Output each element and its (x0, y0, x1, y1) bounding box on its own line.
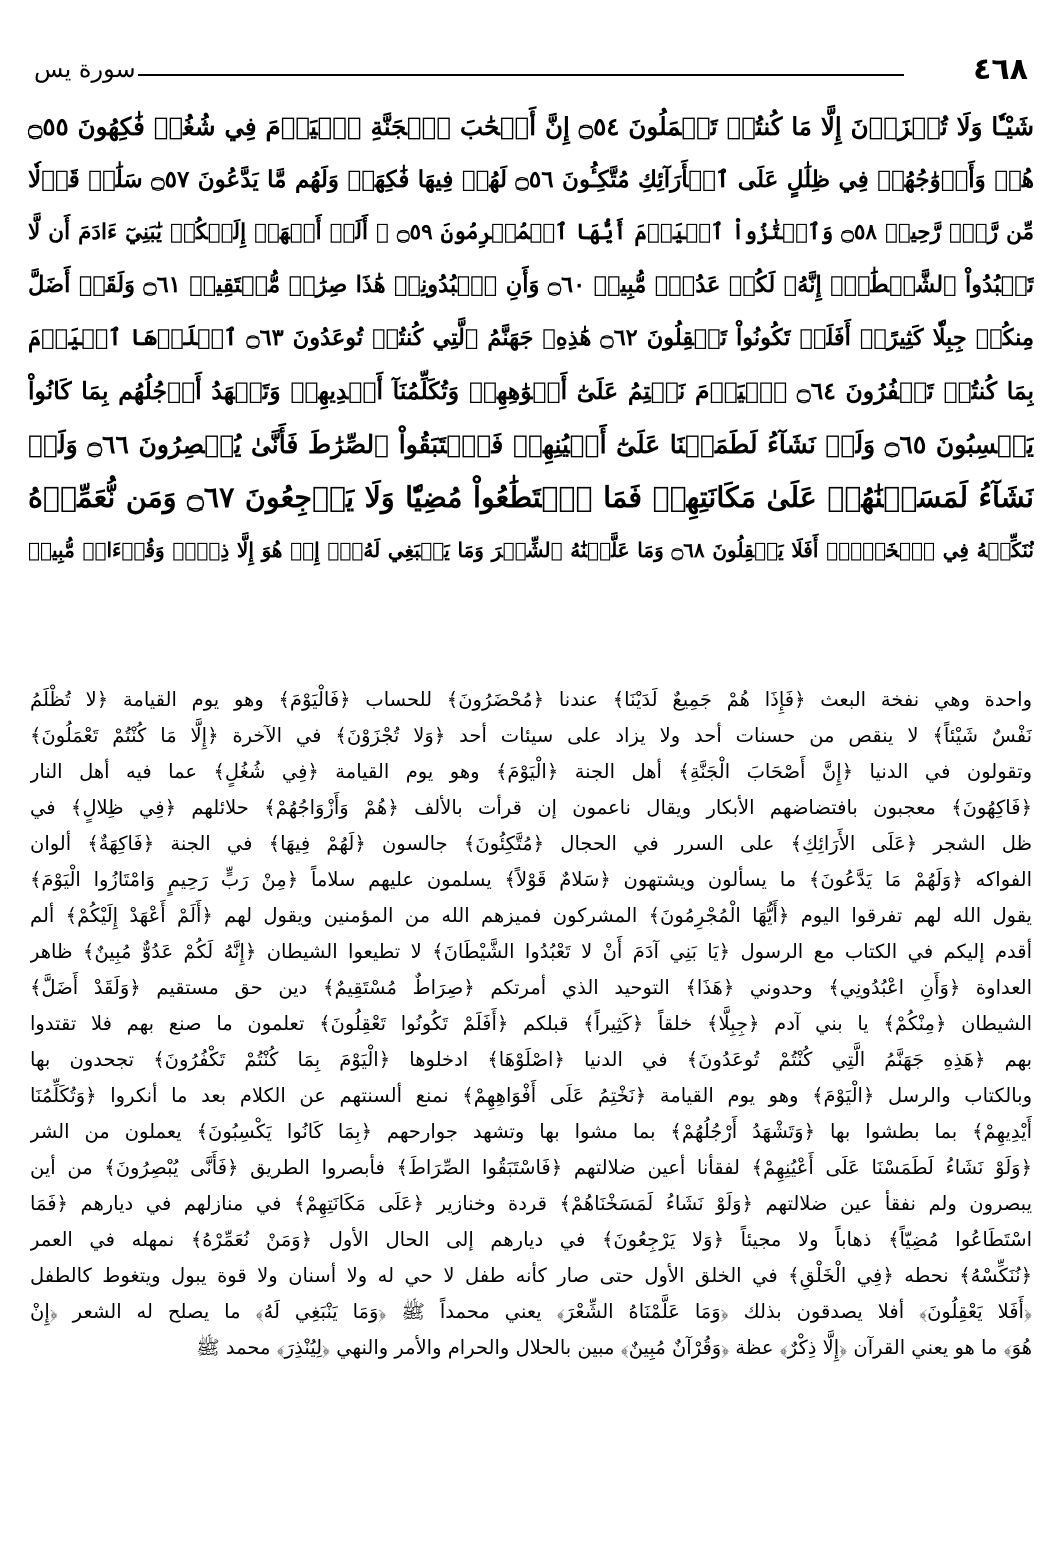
quran-line: نَشَآءُ لَمَسَخۡنَٰهُمۡ عَلَىٰ مَكَانَتِهِمۡ فَمَا ٱسۡتَطَٰعُواْ مُضِيّٗا وَلَا يَرۡجِعُونَ ۝٦٧ وَمَن نُّعَمِّرۡهُ (28, 480, 1034, 514)
tafsir-line: ﴿فَاكِهُونَ﴾ معجبون بافتضاضهم الأبكار ويقال ناعمون إن قرأت بالألف ﴿هُمْ وَأَزْوَاجُهُمْ﴾ حلائلهم ﴿فِي ظِلالٍ﴾ في (30, 796, 1032, 819)
tafsir-line: الفواكه ﴿وَلَهُمْ مَا يَدَّعُونَ﴾ ما يسألون ويشتهون ﴿سَلامٌ قَوْلاً﴾ يسلمون عليهم سلاماً ﴿مِنْ رَبٍّ رَحِيمٍ وَامْتَازُوا الْيَوْمَ﴾ (30, 868, 1032, 891)
quran-line: تَعۡبُدُواْ ٱلشَّيۡطَٰنَۖ إِنَّهُۥ لَكُمۡ عَدُوّٞ مُّبِينٞ ۝٦٠ وَأَنِ ٱعۡبُدُونِيۚ هَٰذَا صِرَٰطٞ مُّسۡتَقِيمٞ ۝٦١ وَلَقَدۡ أَضَلَّ (28, 272, 1034, 298)
tafsir-line: وتقولون في الدنيا ﴿إِنَّ أَصْحَابَ الْجَنَّةِ﴾ أهل الجنة ﴿الْيَوْمَ﴾ وهو يوم القيامة ﴿فِي شُغُلٍ﴾ عما فيه أهل النار (30, 760, 1032, 783)
quran-line: نُنَكِّسۡهُ فِي ٱلۡخَلۡقِۚ أَفَلَا يَعۡقِلُونَ ۝٦٨ وَمَا عَلَّمۡنَٰهُ ٱلشِّعۡرَ وَمَا يَنۢبَغِي لَهُۥٓۚ إِنۡ هُوَ إِلَّا ذِكۡرٞ وَقُرۡءَانٞ مُّبِينٞ (28, 538, 1034, 562)
page-number: ٤٦٨ (973, 52, 1028, 87)
tafsir-line: يقول الله لهم تفرقوا اليوم ﴿أَيُّهَا الْمُجْرِمُونَ﴾ المشركون فميزهم الله من المؤمنين ويقول لهم ﴿أَلَمْ أَعْهَدْ إِلَيْكُمْ﴾ ألم (30, 904, 1032, 927)
quran-line: شَيْـٔٗا وَلَا تُجۡزَوۡنَ إِلَّا مَا كُنتُمۡ تَعۡمَلُونَ ۝٥٤ إِنَّ أَصۡحَٰبَ ٱلۡجَنَّةِ ٱلۡيَوۡمَ فِي شُغُلٖ فَٰكِهُونَ ۝٥٥ (28, 112, 1034, 141)
tafsir-line: ظل الشجر ﴿عَلَى الأَرَائِكِ﴾ على السرر في الحجال ﴿مُتَّكِئُونَ﴾ جالسون ﴿لَهُمْ فِيهَا﴾ في الجنة ﴿فَاكِهَةٌ﴾ ألوان (30, 832, 1032, 855)
tafsir-line: أقدم إليكم في الكتاب مع الرسول ﴿يَا بَنِي آدَمَ أَنْ لا تَعْبُدُوا الشَّيْطَانَ﴾ لا تطيعوا الشيطان ﴿إِنَّهُ لَكُمْ عَدُوٌّ مُبِينٌ﴾ ظاهر (30, 940, 1032, 963)
tafsir-line: ﴿وَلَوْ نَشَاءُ لَطَمَسْنَا عَلَى أَعْيُنِهِمْ﴾ لفقأنا أعين ضلالتهم ﴿فَاسْتَبَقُوا الصِّرَاطَ﴾ فأبصروا الطريق ﴿فَأَنَّى يُبْصِرُونَ﴾ من أين (30, 1156, 1032, 1179)
tafsir-line: اسْتَطَاعُوا مُضِيّاً﴾ ذهاباً ولا مجيئاً ﴿وَلا يَرْجِعُونَ﴾ في ديارهم إلى الحال الأول ﴿وَمَنْ نُعَمِّرْهُ﴾ نمهله في العمر (30, 1228, 1032, 1251)
tafsir-line: هُوَ﴾ ما هو يعني القرآن ﴿إِلَّا ذِكْرٌ﴾ عظة ﴿وَقُرْآنٌ مُبِينٌ﴾ مبين بالحلال والحرام والأمر والنهي ﴿لِيُنْذِرَ﴾ محمد ﷺ (196, 1336, 1032, 1359)
tafsir-line: العداوة ﴿وَأَنِ اعْبُدُونِي﴾ وحدوني ﴿هَذَا﴾ التوحيد الذي أمرتكم ﴿صِرَاطٌ مُسْتَقِيمٌ﴾ دين حق مستقيم ﴿وَلَقَدْ أَضَلَّ﴾ (30, 976, 1032, 999)
tafsir-line: بهم ﴿هَذِهِ جَهَنَّمُ الَّتِي كُنْتُمْ تُوعَدُونَ﴾ في الدنيا ﴿اصْلَوْهَا﴾ ادخلوها ﴿الْيَوْمَ بِمَا كُنْتُمْ تَكْفُرُونَ﴾ تجحدون بها (30, 1048, 1032, 1071)
quran-text-block (28, 100, 1034, 577)
tafsir-line: واحدة وهي نفخة البعث ﴿فَإِذَا هُمْ جَمِيعٌ لَدَيْنَا﴾ عندنا ﴿مُحْضَرُونَ﴾ للحساب ﴿فَالْيَوْمَ﴾ وهو يوم القيامة ﴿لا تُظْلَمُ (30, 688, 1032, 711)
tafsir-line: أَيْدِيهِمْ﴾ بما بطشوا بها ﴿وَتَشْهَدُ أَرْجُلُهُمْ﴾ بما مشوا بها وتشهد جوارحهم ﴿بِمَا كَانُوا يَكْسِبُونَ﴾ يعملون من الشر (30, 1120, 1032, 1143)
page-header (28, 52, 1034, 92)
tafsir-line: يبصرون ولم نفقأ عين ضلالتهم ﴿وَلَوْ نَشَاءُ لَمَسَخْنَاهُمْ﴾ قردة وخنازير ﴿عَلَى مَكَانَتِهِمْ﴾ في منازلهم في ديارهم ﴿فَمَا (30, 1192, 1032, 1215)
tafsir-text-block (30, 682, 1032, 1366)
tafsir-line: الشيطان ﴿مِنْكُمْ﴾ يا بني آدم ﴿جِبِلًّا﴾ خلقاً ﴿كَثِيراً﴾ قبلكم ﴿أَفَلَمْ تَكُونُوا تَعْقِلُونَ﴾ تعلمون ما صنع بهم فلا تقتدوا (30, 1012, 1032, 1035)
quran-line: يَكۡسِبُونَ ۝٦٥ وَلَوۡ نَشَآءُ لَطَمَسۡنَا عَلَىٰٓ أَعۡيُنِهِمۡ فَٱسۡتَبَقُواْ ٱلصِّرَٰطَ فَأَنَّىٰ يُبۡصِرُونَ ۝٦٦ وَلَوۡ (28, 430, 1034, 459)
surah-name: سورة يس (34, 55, 136, 83)
tafsir-line: وبالكتاب والرسل ﴿الْيَوْمَ﴾ وهو يوم القيامة ﴿نَخْتِمُ عَلَى أَفْوَاهِهِمْ﴾ نمنع ألسنتهم عن الكلام بعد ما أنكروا ﴿وَتُكَلِّمُنَا (30, 1084, 1032, 1107)
tafsir-line: ﴿أَفَلا يَعْقِلُونَ﴾ أفلا يصدقون بذلك ﴿وَمَا عَلَّمْنَاهُ الشِّعْرَ﴾ يعني محمداً ﷺ ﴿وَمَا يَنْبَغِي لَهُ﴾ ما يصلح له الشعر ﴿إِنْ (30, 1300, 1032, 1323)
tafsir-line: نَفْسٌ شَيْئاً﴾ لا ينقص من حسنات أحد ولا يزاد على سيئات أحد ﴿وَلا تُجْزَوْنَ﴾ في الآخرة ﴿إِلَّا مَا كُنْتُمْ تَعْمَلُونَ﴾ (30, 724, 1032, 747)
quran-line: مِنكُمۡ جِبِلّٗا كَثِيرًاۖ أَفَلَمۡ تَكُونُواْ تَعۡقِلُونَ ۝٦٢ هَٰذِهِۦ جَهَنَّمُ ٱلَّتِي كُنتُمۡ تُوعَدُونَ ۝٦٣ ٱصۡلَوۡهَا ٱلۡيَوۡمَ (28, 325, 1034, 351)
quran-line: هُمۡ وَأَزۡوَٰجُهُمۡ فِي ظِلَٰلٍ عَلَى ٱلۡأَرَآئِكِ مُتَّكِـُٔونَ ۝٥٦ لَهُمۡ فِيهَا فَٰكِهَةٞ وَلَهُم مَّا يَدَّعُونَ ۝٥٧ سَلَٰمٞ قَوۡلٗا (28, 166, 1034, 193)
quran-line: مِّن رَّبّٖ رَّحِيمٖ ۝٥٨ وَٱمۡتَٰزُواْ ٱلۡيَوۡمَ أَيُّهَا ٱلۡمُجۡرِمُونَ ۝٥٩ ۞ أَلَمۡ أَعۡهَدۡ إِلَيۡكُمۡ يَٰبَنِيٓ ءَادَمَ أَن لَّا (28, 220, 1034, 245)
quran-line: بِمَا كُنتُمۡ تَكۡفُرُونَ ۝٦٤ ٱلۡيَوۡمَ نَخۡتِمُ عَلَىٰٓ أَفۡوَٰهِهِمۡ وَتُكَلِّمُنَآ أَيۡدِيهِمۡ وَتَشۡهَدُ أَرۡجُلُهُم بِمَا كَانُواْ (28, 377, 1034, 405)
header-rule (138, 74, 904, 76)
tafsir-line: ﴿نُنَكِّسْهُ﴾ نحطه ﴿فِي الْخَلْقِ﴾ في الخلق الأول حتى صار كأنه طفل لا حي له ولا أسنان ولا قوة يبول ويتغوط كالطفل (30, 1264, 1032, 1287)
